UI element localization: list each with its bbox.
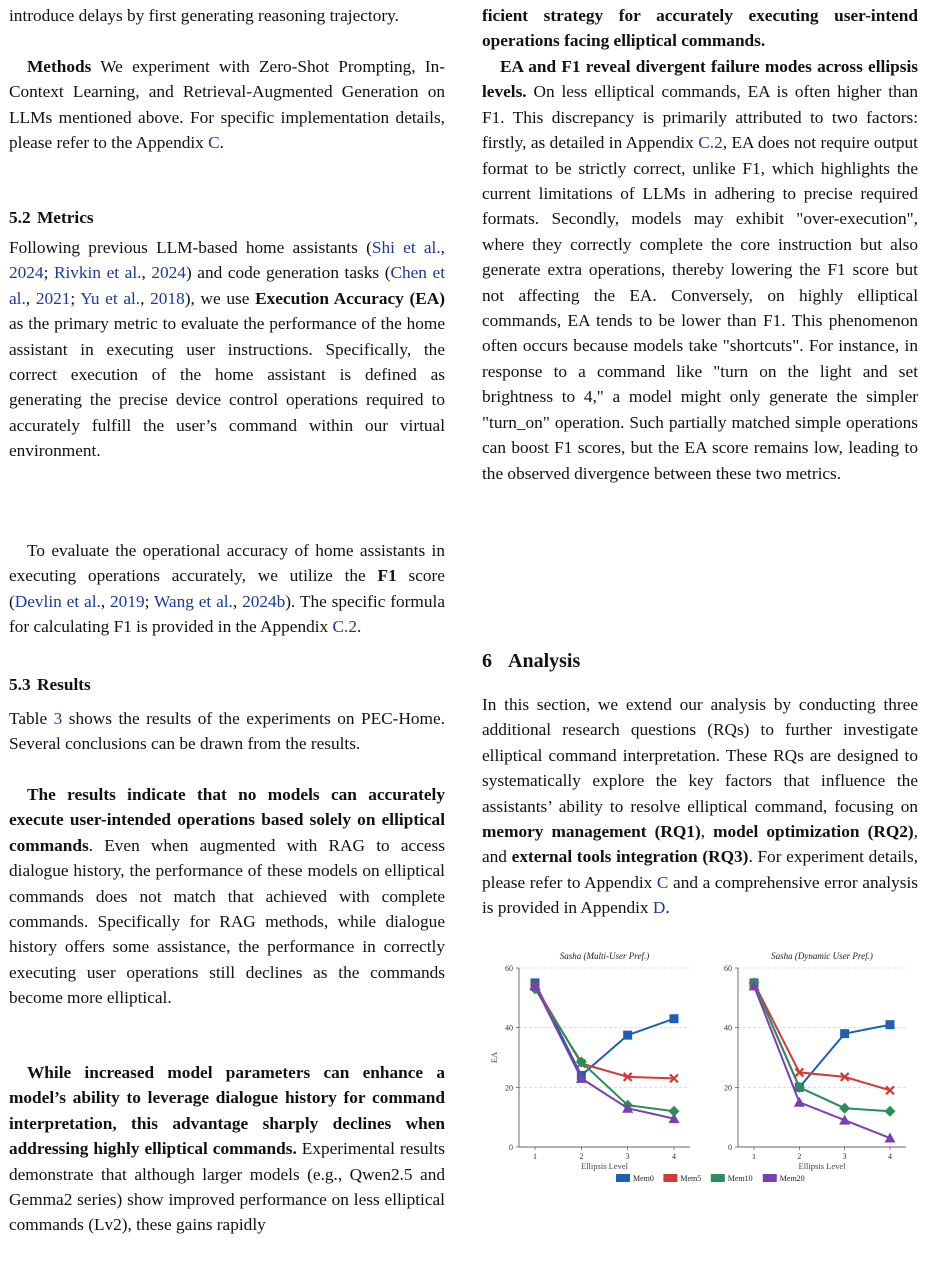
chart-title: Sasha (Multi-User Pref.): [559, 951, 650, 961]
data-point-mem0: [577, 1071, 586, 1080]
citation-rivkin[interactable]: Rivkin et al.: [53, 263, 142, 283]
data-point-mem10: [885, 1106, 896, 1117]
series-line-mem20: [754, 986, 890, 1138]
chart-title: Sasha (Dynamic User Pref.): [771, 951, 873, 961]
data-point-mem5: [886, 1086, 894, 1094]
ea-f1-finding: EA and F1 reveal divergent failure modes across ellipsis levels.: [482, 57, 918, 102]
data-point-mem0: [795, 1083, 804, 1092]
data-point-mem5: [670, 1074, 678, 1082]
x-tick-label: 1: [533, 1152, 537, 1161]
citation-chen[interactable]: Chen et al.: [9, 263, 445, 308]
y-axis-label: EA: [489, 1051, 499, 1064]
results-finding-2: While increased model parameters can enhance a model’s ability to leverage dialogue history for command interpretation, this advantage sharply declines when addressing highly elliptical commands.: [9, 1063, 445, 1159]
citation-shi-year[interactable]: 2024: [9, 263, 44, 283]
data-point-mem20: [576, 1073, 587, 1083]
series-line-mem10: [535, 989, 674, 1111]
table-3-link[interactable]: 3: [53, 709, 63, 728]
chart-panel-1: [489, 951, 690, 1171]
y-tick-label: 0: [509, 1143, 513, 1152]
rq3-term: external tools integration (RQ3): [511, 847, 749, 867]
y-tick-label: 60: [724, 964, 732, 973]
citation-yu-year[interactable]: 2018: [150, 288, 185, 308]
citation-chen-year[interactable]: 2021: [35, 288, 71, 308]
results-finding-1: The results indicate that no models can accurately execute user-intended operations based solely on elliptical commands: [9, 785, 445, 855]
data-point-mem0: [840, 1029, 849, 1038]
data-point-mem20: [530, 980, 541, 990]
data-point-mem5: [577, 1059, 585, 1067]
ea-f1-paragraph: EA and F1 reveal divergent failure modes across ellipsis levels. On less elliptical commands, EA is often higher than F1. This discrepancy is primarily attributed to two factors: firstly, as detailed in Appendix C.2, EA does not require output format to be strictly correct, unlike F1, which highlights the current limitations of LLMs in adhering to precise required formats. Secondly, models may exhibit "over-execution", where they correctly complete the core instruction but also generate extra operations, thereby lowering the F1 score but not affecting the EA. Conversely, on highly elliptical commands, EA tends to be lower than F1. This phenomenon often occurs because models take "shortcuts". For instance, in response to a command like "turn on the light and set brightness to 4," a model might only generate the simpler "turn_on" operation. Such partially matched simple operations can boost F1 scores, but the EA score remains low, leading to the observed divergence between these two metrics.: [482, 57, 918, 483]
x-tick-label: 3: [625, 1152, 630, 1161]
data-point-mem0: [670, 1014, 679, 1023]
x-tick-label: 2: [797, 1152, 802, 1161]
section-5-2-heading: 5.2 Metrics: [9, 208, 94, 227]
top-bold-continuation: ficient strategy for accurately executing user-intend operations facing elliptical commands.: [482, 6, 918, 51]
x-tick-label: 1: [752, 1152, 756, 1161]
x-tick-label: 2: [579, 1152, 584, 1161]
data-point-mem10: [839, 1103, 850, 1114]
citation-rivkin-year[interactable]: 2024: [151, 263, 186, 283]
citation-wang[interactable]: Wang et al.: [153, 591, 233, 611]
metrics-paragraph-2: To evaluate the operational accuracy of home assistants in executing operations accurately, we utilize the F1 score (Devlin et al., 2019; Wang et al., 2024b). The specific formula for calculating F1 is provided in the Appendix C.2.: [9, 541, 445, 637]
appendix-c-link[interactable]: C: [208, 133, 220, 153]
legend-swatch-mem5: [663, 1174, 677, 1182]
data-point-mem20: [839, 1115, 850, 1125]
legend-label-mem5: Mem5: [680, 1174, 702, 1183]
x-axis-label: Ellipsis Level: [581, 1161, 628, 1171]
citation-devlin[interactable]: Devlin et al.: [14, 591, 101, 611]
legend-swatch-mem0: [616, 1174, 630, 1182]
methods-paragraph: Methods We experiment with Zero-Shot Prompting, In-Context Learning, and Retrieval-Augmented Generation on LLMs mentioned above. For specific implementation details, please refer to the Appendix C.: [9, 57, 445, 153]
appendix-c2-link[interactable]: C.2: [332, 617, 357, 637]
data-point-mem20: [669, 1113, 680, 1123]
data-point-mem5: [750, 979, 758, 987]
data-point-mem10: [749, 977, 760, 988]
y-tick-label: 20: [505, 1083, 513, 1093]
data-point-mem20: [885, 1133, 896, 1143]
citation-yu[interactable]: Yu et al.: [80, 288, 141, 308]
x-tick-label: 4: [672, 1152, 676, 1161]
f1-term: F1: [377, 566, 397, 586]
rq1-term: memory management (RQ1): [482, 822, 701, 842]
y-tick-label: 0: [728, 1143, 732, 1152]
y-tick-label: 20: [724, 1083, 732, 1093]
legend-swatch-mem10: [711, 1174, 725, 1182]
x-tick-label: 3: [842, 1152, 847, 1161]
data-point-mem20: [794, 1097, 805, 1107]
y-tick-label: 40: [505, 1023, 513, 1033]
series-line-mem0: [535, 983, 674, 1075]
data-point-mem10: [669, 1106, 680, 1117]
series-line-mem5: [535, 986, 674, 1078]
series-line-mem0: [754, 983, 890, 1087]
data-point-mem10: [622, 1100, 633, 1111]
rq2-term: model optimization (RQ2): [713, 822, 914, 842]
citation-wang-year[interactable]: 2024b: [242, 591, 286, 611]
results-paragraph-3: While increased model parameters can enhance a model’s ability to leverage dialogue history for command interpretation, this advantage sharply declines when addressing highly elliptical commands. Experimental results demonstrate that although larger models (e.g., Qwen2.5 and Gemma2 series) show improved performance on less elliptical commands (Lv2), these gains rapidly: [9, 1063, 445, 1235]
data-point-mem5: [624, 1073, 632, 1081]
legend-label-mem0: Mem0: [633, 1174, 654, 1183]
series-line-mem20: [535, 986, 674, 1119]
results-paragraph-2: The results indicate that no models can accurately execute user-intended operations based solely on elliptical commands. Even when augmented with RAG to access dialogue history, the performance of these models on elliptical commands does not match that achieved with complete commands. Specifically for RAG methods, while dialogue history offers some assistance, the performance in correctly executing user operations still declines as the commands become more elliptical.: [9, 785, 445, 1008]
data-point-mem0: [623, 1031, 632, 1040]
data-point-mem0: [886, 1020, 895, 1029]
x-tick-label: 4: [888, 1152, 892, 1161]
data-point-mem5: [841, 1073, 849, 1081]
data-point-mem5: [795, 1068, 803, 1076]
citation-shi[interactable]: Shi et al.: [371, 238, 441, 257]
legend-label-mem20: Mem20: [779, 1174, 805, 1183]
legend-label-mem10: Mem10: [727, 1174, 753, 1183]
ea-term: Execution Accuracy (EA): [255, 288, 446, 308]
data-point-mem5: [531, 982, 539, 990]
data-point-mem0: [531, 978, 540, 987]
x-axis-label: Ellipsis Level: [798, 1161, 846, 1171]
data-point-mem10: [530, 983, 541, 994]
appendix-c2-link-right[interactable]: C.2: [698, 133, 723, 153]
data-point-mem20: [622, 1103, 633, 1113]
series-line-mem10: [754, 983, 890, 1111]
methods-label: Methods: [27, 57, 92, 76]
chart-panel-2: [724, 951, 906, 1171]
appendix-d-link[interactable]: D: [652, 898, 666, 918]
intro-paragraph-end: introduce delays by first generating reasoning trajectory.: [9, 6, 399, 25]
data-point-mem10: [794, 1082, 805, 1093]
citation-devlin-year[interactable]: 2019: [110, 591, 145, 611]
data-point-mem0: [750, 978, 759, 987]
y-tick-label: 60: [505, 964, 513, 973]
y-tick-label: 40: [724, 1023, 732, 1033]
appendix-c-link-right[interactable]: C: [656, 872, 669, 892]
legend-swatch-mem20: [763, 1174, 777, 1182]
section-6-heading: 6 Analysis: [482, 650, 581, 672]
data-point-mem20: [749, 980, 760, 990]
chart-legend: [616, 1174, 805, 1183]
analysis-paragraph: In this section, we extend our analysis by conducting three additional research questions (RQs) to further investigate elliptical command interpretation. These RQs are designed to systematically explore the key factors that influence the assistants’ ability to resolve elliptical command, focusing on memory management (RQ1), model optimization (RQ2), and external tools integration (RQ3). For experiment details, please refer to Appendix C and a comprehensive error analysis is provided in Appendix D.: [482, 695, 919, 918]
results-paragraph-1: Table 3 shows the results of the experiments on PEC-Home. Several conclusions can be drawn from the results.: [9, 709, 445, 754]
section-5-3-heading: 5.3 Results: [9, 675, 91, 694]
data-point-mem10: [576, 1056, 587, 1067]
series-line-mem5: [754, 983, 890, 1090]
metrics-paragraph-1: Following previous LLM-based home assistants (Shi et al., 2024; Rivkin et al., 2024) and code generation tasks (Chen et al., 2021; Yu et al., 2018), we use Execution Accuracy (EA) as the primary metric to evaluate the performance of the home assistant in executing user instructions. Specifically, the correct execution of the home assistant is defined as generating the precise device control operations required to accurately fulfill the user’s command within our virtual environment.: [9, 238, 446, 461]
